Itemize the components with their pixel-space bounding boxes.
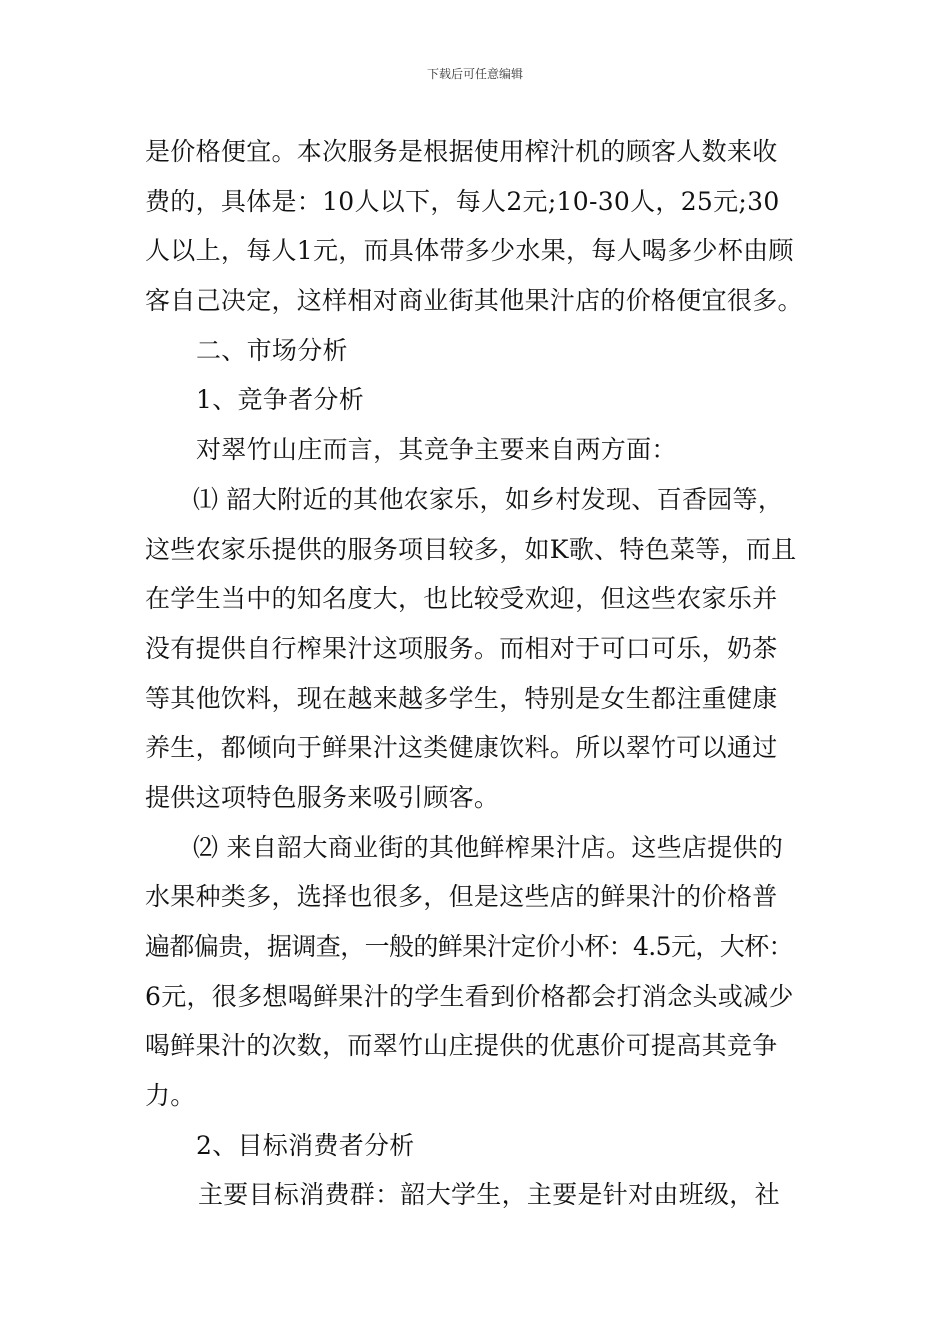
paragraph-line: 提供这项特色服务来吸引顾客。 — [145, 782, 500, 812]
paragraph-line: 没有提供自行榨果汁这项服务。而相对于可口可乐，奶茶 — [145, 633, 778, 663]
paragraph-line: 6元，很多想喝鲜果汁的学生看到价格都会打消念头或减少 — [145, 981, 794, 1011]
paragraph-line: 费的，具体是：10人以下，每人2元;10-30人，25元;30 — [145, 186, 780, 216]
paragraph-line: 对翠竹山庄而言，其竞争主要来自两方面： — [196, 435, 677, 465]
paragraph-line: 喝鲜果汁的次数，而翠竹山庄提供的优惠价可提高其竞争 — [145, 1031, 778, 1061]
paragraph-line: 水果种类多，选择也很多，但是这些店的鲜果汁的价格普 — [145, 882, 778, 912]
paragraph-line: 人以上，每人1元，而具体带多少水果，每人喝多少杯由顾 — [145, 236, 794, 266]
list-item-line: ⑵ 来自韶大商业街的其他鲜榨果汁店。这些店提供的 — [193, 832, 784, 862]
paragraph-line: 主要目标消费群：韶大学生，主要是针对由班级，社 — [198, 1180, 780, 1210]
list-item-line: ⑴ 韶大附近的其他农家乐，如乡村发现、百香园等， — [193, 484, 784, 514]
paragraph-line: 是价格便宜。本次服务是根据使用榨汁机的顾客人数来收 — [145, 137, 778, 166]
paragraph-line: 客自己决定，这样相对商业街其他果汁店的价格便宜很多。 — [145, 286, 803, 316]
paragraph-line: 养生，都倾向于鲜果汁这类健康饮料。所以翠竹可以通过 — [145, 733, 778, 763]
paragraph-line: 力。 — [145, 1081, 196, 1111]
subsection-heading: 1、竞争者分析 — [196, 385, 365, 415]
paragraph-line: 遍都偏贵，据调查，一般的鲜果汁定价小杯：4.5元，大杯： — [145, 932, 793, 961]
document-body — [145, 127, 821, 1220]
paragraph-line: 等其他饮料，现在越来越多学生，特别是女生都注重健康 — [145, 683, 778, 713]
page-header: 下载后可任意编辑 — [426, 67, 523, 81]
paragraph-line: 这些农家乐提供的服务项目较多，如K歌、特色菜等，而且 — [145, 534, 797, 564]
section-heading: 二、市场分析 — [196, 335, 348, 365]
subsection-heading: 2、目标消费者分析 — [196, 1130, 415, 1160]
paragraph-line: 在学生当中的知名度大，也比较受欢迎，但这些农家乐并 — [145, 584, 778, 614]
